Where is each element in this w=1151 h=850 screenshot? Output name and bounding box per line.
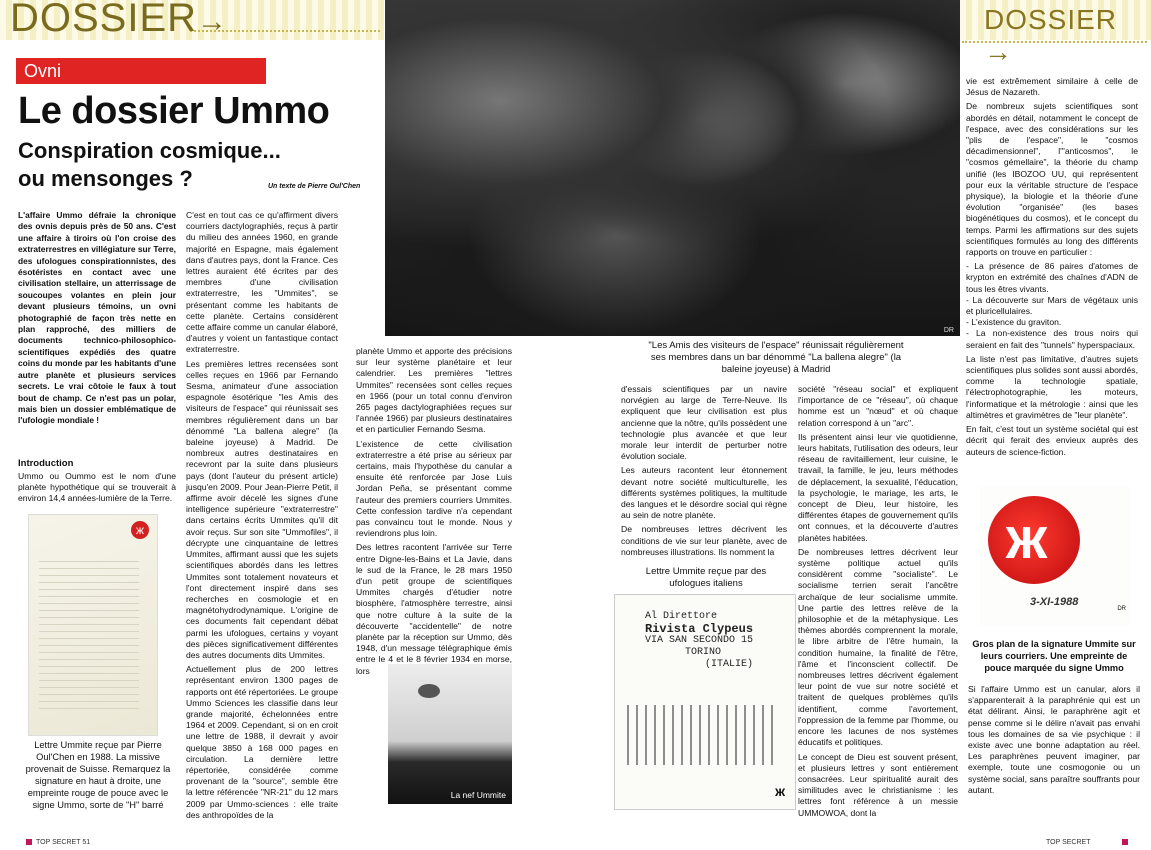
col3-paragraph: Des lettres racontent l'arrivée sur Terre entre Digne-les-Bains et La Javie, dans le sud de la France, le 28 mars 1950 d'un petit groupe de scientifiques Ummites chargés d'étudier notre biosphère, l'atmosphère terrestre, ainsi que notre culture à la suite de la découverte "accidentelle" de notre planète par la réception sur Ummo, dès 1948, d'un message télégraphique émis entre le 4 et le 8 février 1934 en morse, lors [356, 542, 512, 676]
ummite-script [627, 705, 777, 765]
page-number: 51 [82, 839, 91, 846]
col6-paragraph: - L'existence du graviton. [966, 317, 1062, 328]
rubric-bar [16, 58, 266, 84]
letter-caption: Lettre Ummite reçue par Pierre Oul'Chen en 1988. La missive provenait de Suisse. Remarquez la signature en haut à droite, une empreinte rouge de pouce avec le signe Ummo, sorte de "H" barré [25, 740, 171, 810]
bar-group-photo [385, 0, 960, 336]
signature-dr-credit: DR [1117, 606, 1126, 612]
footer-left [26, 839, 90, 846]
column-4 [621, 384, 787, 560]
col2-paragraph: Les premières lettres recensées sont celles reçues en 1966 par Fernando Sesma, animateur d'une association espagnole ésotérique "les Amis des visiteurs de l'espace" qui réunissait ses membres régulièrement dans un bar dénommé "La ballena alegre" (la baleine joyeuse) à Madrid. De nombreux autres destinataires en recevront par la suite dans plusieurs pays (dont l'auteur du présent article) jusqu'en 2009. Pour Jean-Pierre Petit, il affirme avoir décelé les signes d'une intelligence supérieure "extraterrestre" dans certains écrits Ummites qu'il dit avoir reçus. Sur son site "Ummofiles", il décrypte une cinquantaine de lettres Ummites, affirmant aussi que les sujets scientifiques abordés dans les lettres Ummites sont totalement novateurs et l'ont directement inspiré dans ses recherches en cosmologie et en magnétohydrodynamique. L'origine de ces documents fait cependant débat parmi les ufologues, certains y voyant des pièces significativement différentes des autres documents dits Ummites. [186, 358, 338, 660]
col2-paragraph: C'est en tout cas ce qu'affirment divers courriers dactylographiés, reçus à partir du milieu des années 1960, en grande majorité en Espagne, mais également dans d'autres pays, dont la France. Ces lettres auraient été écrites par des membres d'une civilisation extraterrestre, les "Ummites", se présentant comme les habitants de cette planète. Certains considèrent cette affaire comme un canular élaboré, d'autres y voient un fantastique contact extraterrestre. [186, 210, 338, 355]
section-header-text: DOSSIER [984, 4, 1118, 35]
column-3 [356, 346, 512, 676]
italy-letter-address [645, 611, 753, 671]
col2-paragraph: Actuellement plus de 200 lettres représentant environ 1300 pages de rapports ont été répertoriées. Le groupe Ummo Sciences les classifie dans leur grande majorité, échelonnées entre 1964 et 2009. Cependant, si on en croit une lettre de 1988, il devrait y avoir quelque 3850 à 168 000 pages en circulation. La dernière lettre répertoriée, considérée comme provenant de la "source", semble être la lettre référencée "NR-21" du 12 mars 2009 par Ummo-sciences : elle traite des anthropoïdes de la [186, 664, 338, 820]
rubric-label: Ovni [24, 61, 62, 81]
signature-date: 3-XI-1988 [1030, 596, 1079, 608]
intro-paragraph [18, 210, 176, 446]
signature-caption: Gros plan de la signature Ummite sur leurs courriers. Une empreinte de pouce marquée du signe Ummo [972, 639, 1136, 673]
ummo-sign-icon: ж [131, 521, 149, 539]
introduction-paragraph [18, 471, 176, 507]
address-line: (ITALIE) [705, 659, 754, 670]
col5-paragraph: De nombreuses lettres décrivent leur système politique actuel qu'ils considèrent comme "socialiste". Le socialisme terrien serait l'ancêtre archaïque de leur socialisme ummite. Une partie des lettres relève de la philosophie et de la métaphysique. Les thèmes abordés comprennent la morale, le libre arbitre de l'être humain, la condition humaine, la finalité de l'être, l'âme et l'inconscient collectif. De nombreuses lettres décrivent également leur point de vue sur notre société et traitent de quelques problèmes qu'ils identifient, comme l'avortement, l'oppression de la femme par l'homme, ou encore les lacunes de nos systèmes éducatifs et politiques. [798, 546, 958, 748]
col4-paragraph: Les auteurs racontent leur étonnement devant notre société multiculturelle, les différents systèmes politiques, la multitude des langues et le désordre social qui règne au sein de notre planète. [621, 465, 787, 521]
footer-mark-icon [26, 839, 32, 845]
paraphrenia-text: Si l'affaire Ummo est un canular, alors il s'apparenterait à la paraphrénie qui est un état délirant. Ainsi, le paraphrène agit et pense comme si le délire n'avait pas envahi tous les domaines de sa vie psychique : il existe avec une bonne adaptation au réel. Les paraphrènes peuvent imaginer, par exemple, toute une cosmogonie ou un système social, sans paraître souffrants pour autant. [968, 684, 1140, 795]
col6-paragraph: - La découverte sur Mars de végétaux unis et pluricellulaires. [966, 294, 1138, 317]
photo-dr-credit: DR [943, 327, 954, 334]
ummo-sign-icon: ж [775, 783, 785, 799]
italy-letter-image [614, 594, 796, 810]
col4-paragraph: d'essais scientifiques par un navire norvégien au large de Terre-Neuve. Ils expliquent que leur civilisation est plus ancienne que la nôtre, qu'ils possèdent une technologie plus avancée et que leur morale leur interdit de perturber notre évolution sociale. [621, 384, 787, 462]
italy-letter-caption: Lettre Ummite reçue par des ufologues italiens [645, 566, 767, 589]
section-header-right [984, 4, 1151, 68]
photo-caption: "Les Amis des visiteurs de l'espace" réunissait régulièrement ses membres dans un bar dénommé "La ballena alegre" (la baleine joyeuse) à Madrid [648, 340, 904, 375]
col5-paragraph: société "réseau social" et expliquent l'importance de ce "réseau", où chaque homme est un "nœud" et où chaque relation correspond à un "arc". [798, 384, 958, 428]
ummo-sign-icon: ж [1006, 506, 1048, 571]
intro-text: L'affaire Ummo défraie la chronique des ovnis depuis près de 50 ans. C'est une affaire à tiroirs où l'on croise des extraterrestres en villégiature sur Terre, des ufologues conspirationnistes, des ésotéristes en contact avec une civilisation stellaire, un atterrissage de soucoupes volantes en plein jour devant plusieurs témoins, un ovni photographié de façon très nette en plan rapproché, des milliers de documents technico-philosophico-scientifiques expédiés des quatre coins du monde par les habitants d'une autre planète et plusieurs services secrets. Le vrai côtoie le faux à tout bout de champ. Ce n'est pas un polar, mais bien un dossier emblématique de l'ufologie mondiale ! [18, 210, 176, 426]
address-line: Rivista Clypeus [645, 622, 754, 636]
address-line: Al Direttore [645, 611, 718, 622]
article-subtitle-2: ou mensonges ? [18, 166, 193, 191]
section-header-left [10, 0, 228, 41]
section-header-text: DOSSIER [10, 0, 198, 40]
introduction-heading: Introduction [18, 458, 74, 469]
ummite-letter-image [28, 514, 158, 736]
nef-caption: La nef Ummite [450, 790, 506, 800]
ship-shape [418, 684, 440, 698]
footer-right [1046, 839, 1132, 846]
arrow-right-icon: → [197, 5, 229, 38]
col6-paragraph: vie est extrêmement similaire à celle de Jésus de Nazareth. [966, 76, 1138, 98]
col6-paragraph: - La présence de 86 paires d'atomes de krypton en extrémité des chaînes d'ADN de tous les êtres vivants. [966, 261, 1138, 294]
introduction-text: Ummo ou Oummo est le nom d'une planète hypothétique qui se trouverait à environ 14,4 années-lumière de la Terre. [18, 471, 176, 504]
ummite-ship-photo [388, 664, 512, 804]
article-subtitle-1: Conspiration cosmique... [18, 138, 281, 163]
col5-paragraph: Ils présentent ainsi leur vie quotidienne, leurs habitats, l'utilisation des odeurs, leur réseau de ravitaillement, leur cuisine, le travail, la famille, le jeu, leurs méthodes de déplacement, la sexualité, l'éducation, la psychologie, le mariage, les arts, le concept de Dieu, leur histoire, les différentes étapes de gouvernement qu'ils ont connues, et la découverte d'autres planètes habitées. [798, 431, 958, 543]
address-line: VIA SAN SECONDO 15 [645, 635, 754, 646]
col4-paragraph: De nombreuses lettres décrivent les conditions de vie sur leur planète, avec de nombreuses illustrations. Ils nomment la [621, 524, 787, 557]
letter-lines [39, 555, 139, 715]
arrow-right-icon: → [984, 36, 1013, 67]
column-6 [966, 76, 1138, 470]
column-6-bottom [968, 684, 1140, 834]
byline: Un texte de Pierre Oul'Chen [268, 183, 361, 190]
col6-paragraph: - La non-existence des trous noirs qui seraient en fait des "tunnels" hyperspaciaux. [966, 328, 1138, 350]
col5-paragraph: Le concept de Dieu est souvent présent, et plusieurs lettres y sont entièrement consacrées. Leur spiritualité aurait des similitudes avec le christianisme : les lettres font référence à un messie UMMOWOA, dont la [798, 751, 958, 818]
col6-paragraph: De nombreux sujets scientifiques sont abordés en détail, notamment le concept de l'espace, avec des considérations sur les "plis de l'espace", le "cosmos décadimensionnel", l'"anticosmos", le "cosmos gémellaire", la théorie du champ unifié (les IBOZOO UU, qui représentent pour eux la véritable structure de l'espace physique), la biologie et la théorie d'une évolution "organisée" (les bases biogénétiques du cosmos), et le concept du temps. Parmi les affirmations sur des sujets scientifiques formulés au long des différents rapports on trouve en particulier : [966, 101, 1138, 258]
column-2 [186, 210, 338, 838]
footer-mark-icon [1122, 839, 1128, 845]
footer-brand: TOP SECRET [1046, 839, 1091, 846]
column-5 [798, 384, 958, 836]
address-line: TORINO [685, 647, 722, 658]
col6-paragraph: La liste n'est pas limitative, d'autres sujets scientifiques plus solides sont aussi abordés, comme la technologie spatiale, l'électrophotographie, les moteurs, l'informatique et la métrologie : ainsi que les altimètres et gravimètres de "leur planète". [966, 353, 1138, 420]
col3-paragraph: planète Ummo et apporte des précisions sur leur système planétaire et leur calendrier. Les premières "lettres Ummites" recensées sont celles reçues en 1966 (pour un total connu d'environ 265 pages dactylographiées reçues sur l'année 1966) par plusieurs destinataires et en particulier Fernando Sesma. [356, 346, 512, 435]
col3-paragraph: L'existence de cette civilisation extraterrestre a été prise au sérieux par certains, mais l'hypothèse du canular a ensuite été renforcée par Jose Luis Jordan Peña, se présentant comme l'auteur des premiers courriers Ummites. Cette confession tardive n'a cependant pas convaincu tout le monde. Nous y reviendrons plus loin. [356, 438, 512, 539]
signature-closeup-image [980, 486, 1130, 626]
col6-paragraph: En fait, c'est tout un système sociétal qui est décrit qui ferait des envieux auprès des auteurs de science-fiction. [966, 424, 1138, 457]
footer-brand: TOP SECRET [36, 839, 81, 846]
article-title: Le dossier Ummo [18, 90, 330, 132]
